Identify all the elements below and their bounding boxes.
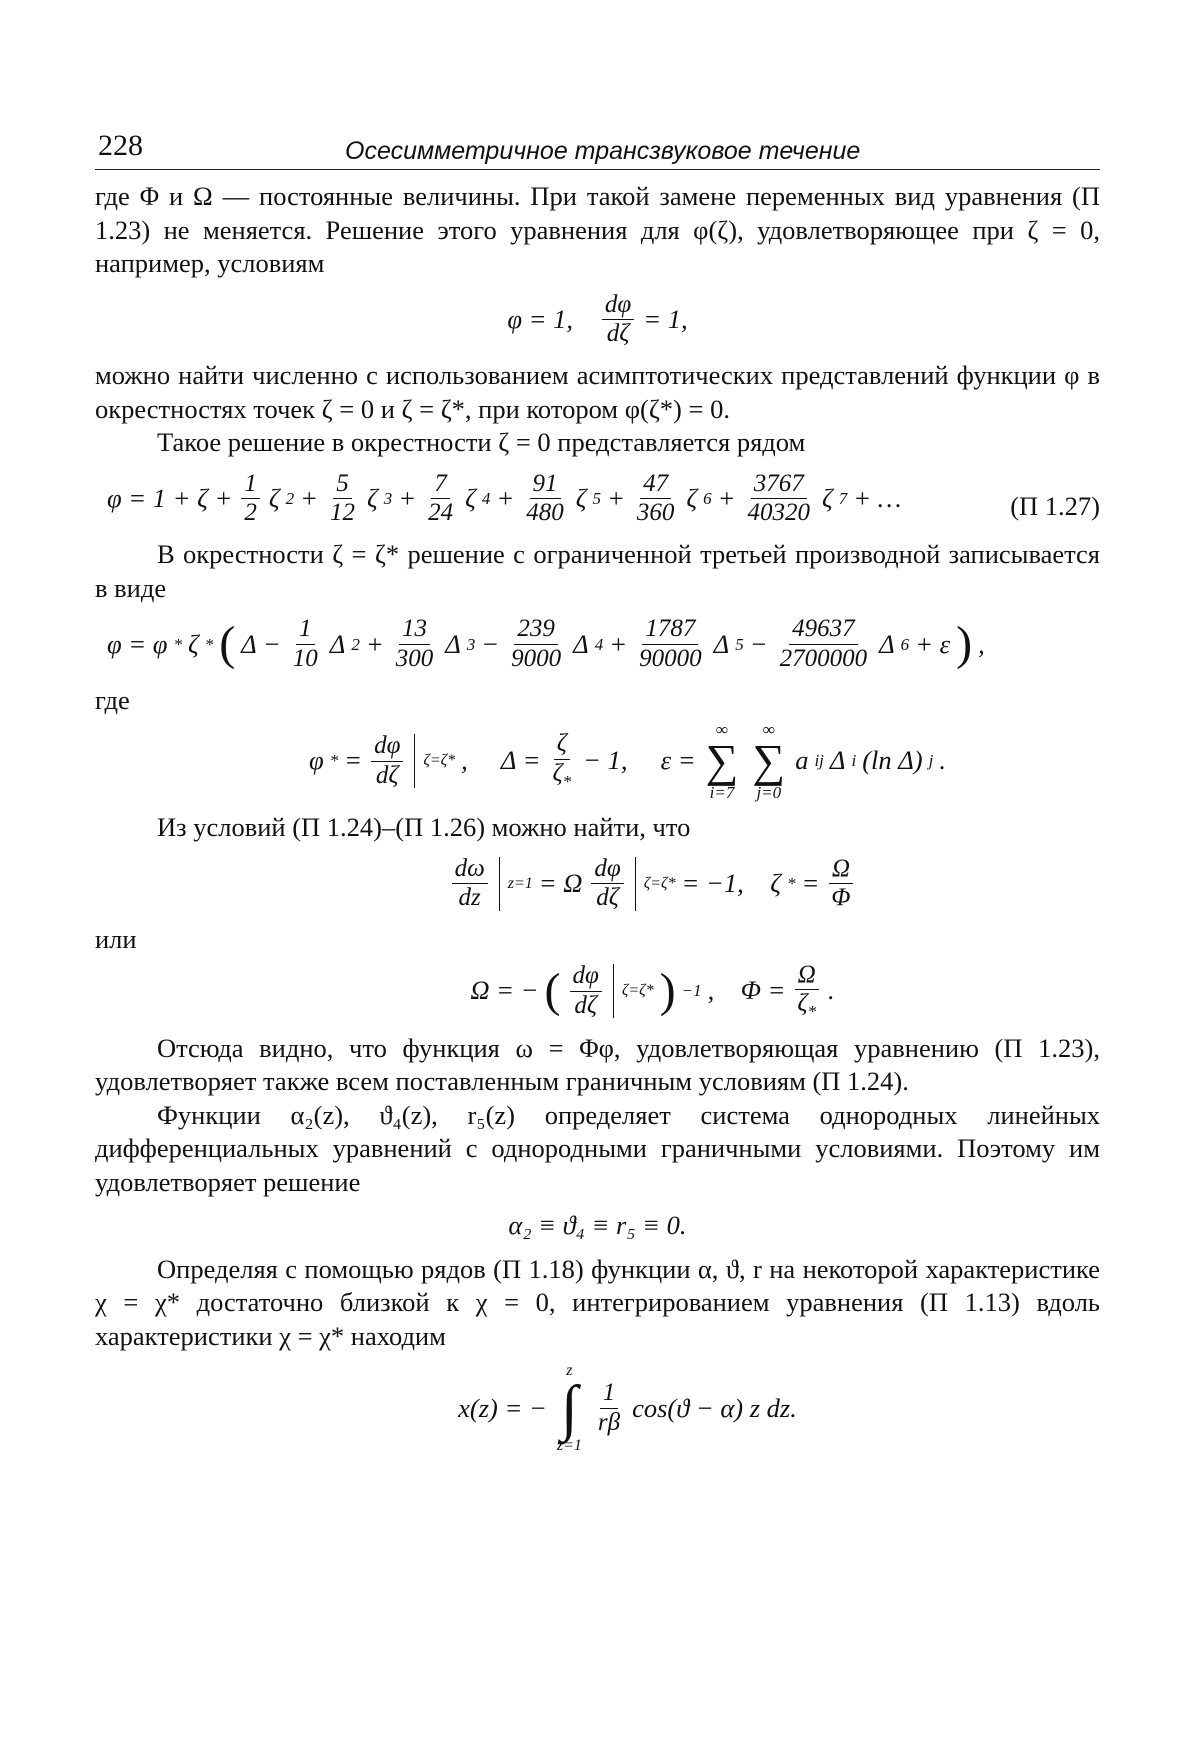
formula-integral: x(z) = − z ∫ z=1 $\frac{1}{r\beta}$ cos(ϑ − α) z dz. xyxy=(458,1362,797,1455)
paragraph-3: Такое решение в окрестности ζ = 0 представляется рядом xyxy=(157,427,806,457)
formula-identity: α₂ ≡ ϑ₄ ≡ r₅ ≡ 0. xyxy=(508,1210,687,1241)
or-label: или xyxy=(95,924,137,954)
running-title: Осесимметричное трансзвуковое течение xyxy=(345,137,861,165)
page-header xyxy=(95,125,1100,170)
paragraph-7: Функции α₂(z), ϑ₄(z), r₅(z) определяет система однородных линейных дифференциальных уравнений с однородными граничными условиями. Поэтому им удовлетворяет решение xyxy=(95,1099,1100,1197)
formula-conditions: $\frac{d\omega}{dz}$ z=1 = Ω $\frac{d\varphi}{d\zeta}$ ζ=ζ* = −1, ζ * = $\frac{\Omega}{\Phi}$ xyxy=(95,855,1100,914)
formula-series-zeta: φ = 1 + ζ + $\frac{1}{2}$ ζ 2 + $\frac{5}{12}$ ζ 3 + $\frac{7}{24}$ ζ 4 + $\frac{91}{480}$ ζ 5 + $\frac{47}{360}$ ζ 6 + $\frac{3767}{40320}$ ζ 7 + … (П 1.27) xyxy=(107,469,1100,527)
page-body xyxy=(95,180,1100,1454)
formula-series-delta: φ = φ * ζ * ( Δ − $\frac{1}{10}$ Δ 2 + $\frac{13}{300}$ Δ 3 − $\frac{239}{9000}$ Δ 4 + $\frac{1787}{90000}$ Δ 5 − $\frac{49637}{2700000}$ Δ 6 + ε ) , xyxy=(107,615,985,672)
paragraph-6: Отсюда видно, что функция ω = Φφ, удовлетворяющая уравнению (П 1.23), удовлетворяет также всем поставленным граничным условиям (П 1.24). xyxy=(95,1032,1100,1097)
paragraph-2: можно найти численно с использованием асимптотических представлений функции φ в окрестностях точек ζ = 0 и ζ = ζ*, при котором φ(ζ*) = 0. xyxy=(95,360,1100,424)
formula-definitions: φ * = $\frac{d\varphi}{d\zeta}$ ζ=ζ* , Δ = $\frac{\zeta}{\zeta_*}$ − 1, ε = ∞ ∑ i=7 ∞ ∑ j=0 a ij Δ i (ln Δ) j . xyxy=(309,720,946,802)
page-number: 228 xyxy=(98,129,143,162)
formula-omega-phi: Ω = − ( $\frac{d\varphi}{d\zeta}$ ζ=ζ* ) −1 , Φ = $\frac{\Omega}{\zeta_*}$ . xyxy=(470,960,835,1022)
where-label: где xyxy=(95,684,130,715)
book-page xyxy=(95,125,1100,1464)
paragraph-5: Из условий (П 1.24)–(П 1.26) можно найти, что xyxy=(157,812,691,842)
formula-initial-conditions: φ = 1, $\frac{d\varphi}{d\zeta}$ = 1, xyxy=(507,290,688,348)
paragraph-1: где Φ и Ω — постоянные величины. При такой замене переменных вид уравнения (П 1.23) не меняется. Решение этого уравнения для φ(ζ), удовлетворяющее при ζ = 0, например, условиям xyxy=(95,181,1100,278)
paragraph-4: В окрестности ζ = ζ* решение с ограниченной третьей производной записывается в виде xyxy=(95,539,1100,603)
equation-number: (П 1.27) xyxy=(1010,490,1100,521)
paragraph-8: Определяя с помощью рядов (П 1.18) функции α, ϑ, r на некоторой характеристике χ = χ* достаточно близкой к χ = 0, интегрированием уравнения (П 1.13) вдоль характеристики χ = χ* находим xyxy=(95,1253,1100,1351)
